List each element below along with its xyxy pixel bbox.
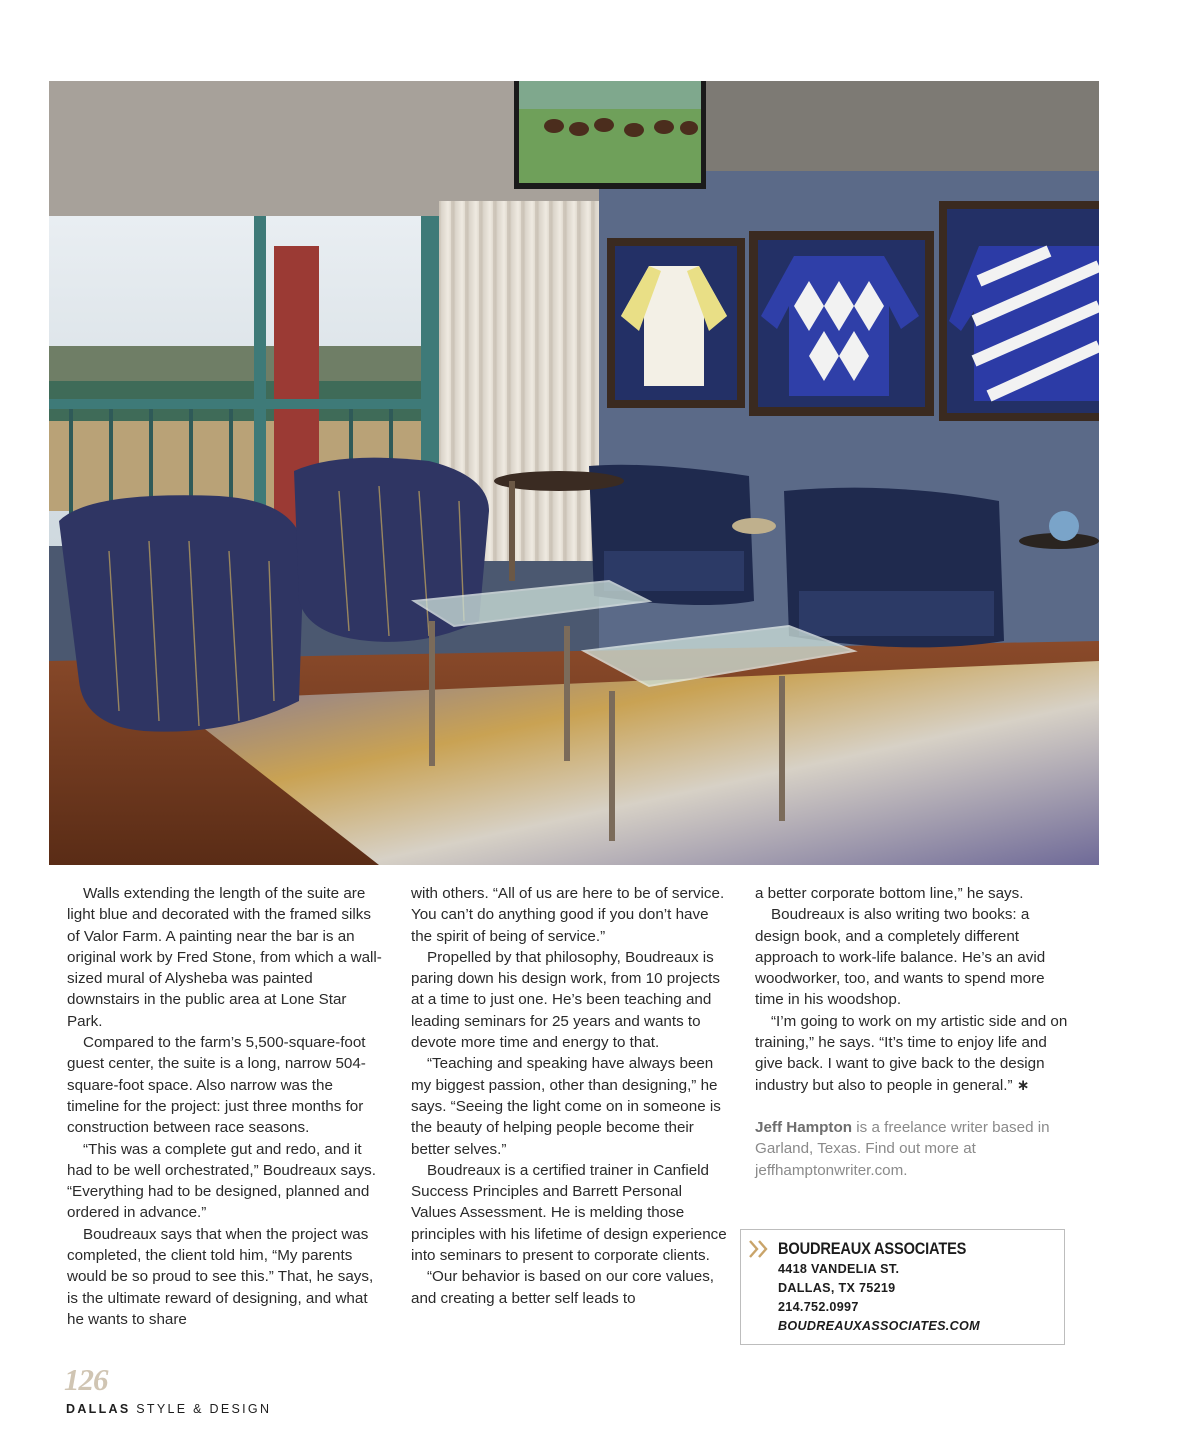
author-bio-text: is a freelance writer based in Garland, Texas. Find out more at jeffhamptonwriter.com. (755, 1118, 1050, 1179)
business-phone: 214.752.0997 (778, 1300, 859, 1314)
magazine-name-bold: DALLAS (66, 1402, 131, 1416)
article-paragraph (755, 1011, 1071, 1096)
article-paragraph: Boudreaux is also writing two books: a design book, and a completely different approach to work-life balance. He’s an avid woodworker, too, and wants to spend more time in his woodshop. (755, 906, 1046, 1009)
article-paragraph: a better corporate bottom line,” he says. (755, 885, 1024, 902)
article-paragraph: “Teaching and speaking have always been my biggest passion, other than designing,” he says. “Seeing the light come on in someone is the beauty of helping people become their better selves.” (411, 1055, 721, 1158)
author-bio (755, 1117, 1071, 1181)
article-paragraph: “This was a complete gut and redo, and it had to be well orchestrated,” Boudreaux says. “Everything had to be designed, planned and ordered in advance.” (67, 1140, 376, 1222)
lounge-photo (49, 81, 1099, 865)
business-name: BOUDREAUX ASSOCIATES (778, 1239, 967, 1258)
article-paragraph: Boudreaux says that when the project was completed, the client told him, “My parents would be so proud to see this.” That, he says, is the ultimate reward of designing, and what he wants to share (67, 1225, 374, 1328)
article-paragraph: “Our behavior is based on our core values, and creating a better self leads to (411, 1268, 715, 1307)
lounge-photo-illustration (49, 81, 1099, 865)
end-mark-icon: ∗ (1016, 1076, 1030, 1094)
author-name: Jeff Hampton (755, 1118, 853, 1136)
article-column-3 (755, 883, 1071, 1181)
business-info-box (740, 1229, 1065, 1345)
business-website: BOUDREAUXASSOCIATES.COM (778, 1319, 980, 1333)
magazine-name (66, 1402, 271, 1416)
article-paragraph: with others. “All of us are here to be of service. You can’t do anything good if you don’t have the spirit of being of service.” (411, 885, 725, 945)
business-city: DALLAS, TX 75219 (778, 1281, 896, 1295)
chevron-double-right-icon (747, 1238, 771, 1260)
article-paragraph: Boudreaux is a certified trainer in Canfield Success Principles and Barrett Personal Values Assessment. He is melding those principles with his lifetime of design experience into seminars to present to corporate clients. (411, 1161, 727, 1265)
article-paragraph: Walls extending the length of the suite are light blue and decorated with the framed silks of Valor Farm. A painting near the bar is an original work by Fred Stone, from which a wall-sized mural of Alysheba was painted downstairs in the public area at Lone Star Park. (67, 885, 382, 1030)
article-paragraph: Compared to the farm’s 5,500-square-foot guest center, the suite is a long, narrow 504-square-foot space. Also narrow was the timeline for the project: just three months for construction between race seasons. (67, 1034, 366, 1137)
article-column-2 (411, 883, 727, 1309)
business-address: 4418 VANDELIA ST. (778, 1262, 900, 1276)
article-paragraph-text: “I’m going to work on my artistic side and on training,” he says. “It’s time to enjoy life and give back. I want to give back to the design industry but also to people in general.” (755, 1012, 1068, 1094)
magazine-name-rest: STYLE & DESIGN (130, 1402, 272, 1416)
page-number: 126 (64, 1362, 108, 1397)
article-paragraph: Propelled by that philosophy, Boudreaux is paring down his design work, from 10 projects at a time to just one. He’s been teaching and leading seminars for 25 years and wants to devote more time and energy to that. (411, 948, 720, 1052)
article-column-1 (67, 883, 383, 1330)
